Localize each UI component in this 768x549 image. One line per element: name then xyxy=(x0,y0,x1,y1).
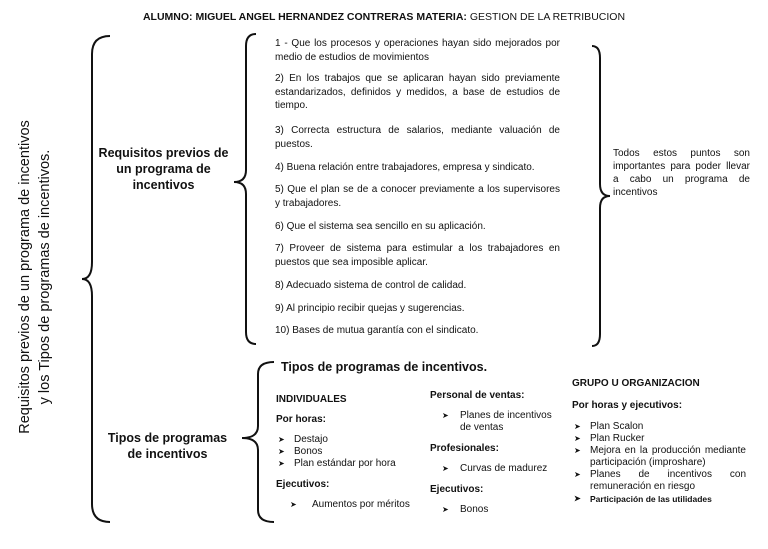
requisito-item: 3) Correcta estructura de salarios, mediante valuación de puestos. xyxy=(275,125,560,150)
list-item: ➤ Plan Rucker xyxy=(574,433,645,444)
student-name: MIGUEL ANGEL HERNANDEZ CONTRERAS xyxy=(195,11,414,23)
ejecutivos-list-2 xyxy=(430,504,565,516)
individuales-title: INDIVIDUALES xyxy=(276,394,347,405)
grupo-subtitle: Por horas y ejecutivos: xyxy=(572,400,683,411)
requisito-item: 4) Buena relación entre trabajadores, empresa y sindicato. xyxy=(275,162,535,173)
requisito-item: 2) En los trabajos que se aplicaran hayan sido previamente estandarizados, definidos y medidos, a base de estudios de tiempo. xyxy=(275,73,560,111)
por-horas-label: Por horas: xyxy=(276,414,327,425)
page-header xyxy=(0,11,768,23)
requisito-item: 9) Al principio recibir quejas y sugerencias. xyxy=(275,303,465,314)
section-title-requisitos: Requisitos previos de un programa de incentivos xyxy=(98,146,229,192)
requisito-item: 10) Bases de mutua garantía con el sindicato. xyxy=(275,325,479,336)
individuales-column xyxy=(276,394,426,511)
list-item: ➤ Planes de incentivos con remuneración en riesgo xyxy=(574,469,746,492)
vertical-title-line2: y los Tipos de programas de incentivos. xyxy=(37,149,53,405)
list-item: ➤ Curvas de madurez xyxy=(442,463,548,474)
tipos-heading: Tipos de programas de incentivos. xyxy=(281,360,488,374)
tipos-bracket xyxy=(240,360,280,530)
arrow-bullet-icon: ➤ xyxy=(442,411,449,420)
requisitos-bracket xyxy=(232,32,262,347)
vertical-title xyxy=(15,67,65,487)
ejecutivos-label-2: Ejecutivos: xyxy=(430,484,484,495)
student-label: ALUMNO: xyxy=(142,11,193,23)
arrow-bullet-icon: ➤ xyxy=(574,422,581,431)
personal-ventas-label: Personal de ventas: xyxy=(430,390,525,401)
list-item: ➤ Aumentos por méritos xyxy=(290,499,410,510)
profesionales-list xyxy=(430,463,565,475)
personal-column xyxy=(430,390,565,516)
arrow-bullet-icon: ➤ xyxy=(574,494,581,503)
list-item: ➤ Destajo xyxy=(278,434,328,445)
ejecutivos-list xyxy=(276,499,426,511)
ejecutivos-label: Ejecutivos: xyxy=(276,479,330,490)
arrow-bullet-icon: ➤ xyxy=(442,505,449,514)
arrow-bullet-icon: ➤ xyxy=(574,434,581,443)
list-item: ➤ Plan Scalon xyxy=(574,421,644,432)
arrow-bullet-icon: ➤ xyxy=(442,464,449,473)
subject-name: GESTION DE LA RETRIBUCION xyxy=(469,11,626,23)
requisito-item: 1 - Que los procesos y operaciones hayan sido mejorados por medio de estudios de movimientos xyxy=(275,38,560,63)
arrow-bullet-icon: ➤ xyxy=(290,500,297,509)
list-item: ➤ Participación de las utilidades xyxy=(574,494,712,504)
requisito-item: 8) Adecuado sistema de control de calidad. xyxy=(275,280,467,291)
por-horas-list xyxy=(276,434,426,470)
requisitos-right-bracket xyxy=(572,44,612,349)
list-item: ➤ Bonos xyxy=(278,446,323,457)
arrow-bullet-icon: ➤ xyxy=(574,470,581,479)
grupo-list xyxy=(572,421,746,505)
subject-label: MATERIA: xyxy=(416,11,467,23)
ventas-list xyxy=(430,410,565,434)
list-item: ➤ Planes de incentivos de ventas xyxy=(442,410,552,433)
grupo-title: GRUPO U ORGANIZACION xyxy=(572,378,700,389)
list-item: ➤ Plan estándar por hora xyxy=(278,458,396,469)
arrow-bullet-icon: ➤ xyxy=(574,446,581,455)
arrow-bullet-icon: ➤ xyxy=(278,435,285,444)
list-item: ➤ Mejora en la producción mediante participación (improshare) xyxy=(574,445,746,468)
grupo-column xyxy=(572,378,746,505)
arrow-bullet-icon: ➤ xyxy=(278,459,285,468)
requisito-item: 7) Proveer de sistema para estimular a los trabajadores en puestos que sea imposible aplicar. xyxy=(275,243,560,268)
section-title-tipos: Tipos de programas de incentivos xyxy=(107,431,228,461)
requisitos-note: Todos estos puntos son importantes para poder llevar a cabo un programa de incentivos xyxy=(613,148,750,198)
requisito-item: 6) Que el sistema sea sencillo en su aplicación. xyxy=(275,221,486,232)
requisito-item: 5) Que el plan se de a conocer previamente a los supervisores y trabajadores. xyxy=(275,184,560,209)
list-item: ➤ Bonos xyxy=(442,504,489,515)
vertical-title-line1: Requisitos previos de un programa de incentivos xyxy=(17,120,33,434)
profesionales-label: Profesionales: xyxy=(430,443,499,454)
arrow-bullet-icon: ➤ xyxy=(278,447,285,456)
